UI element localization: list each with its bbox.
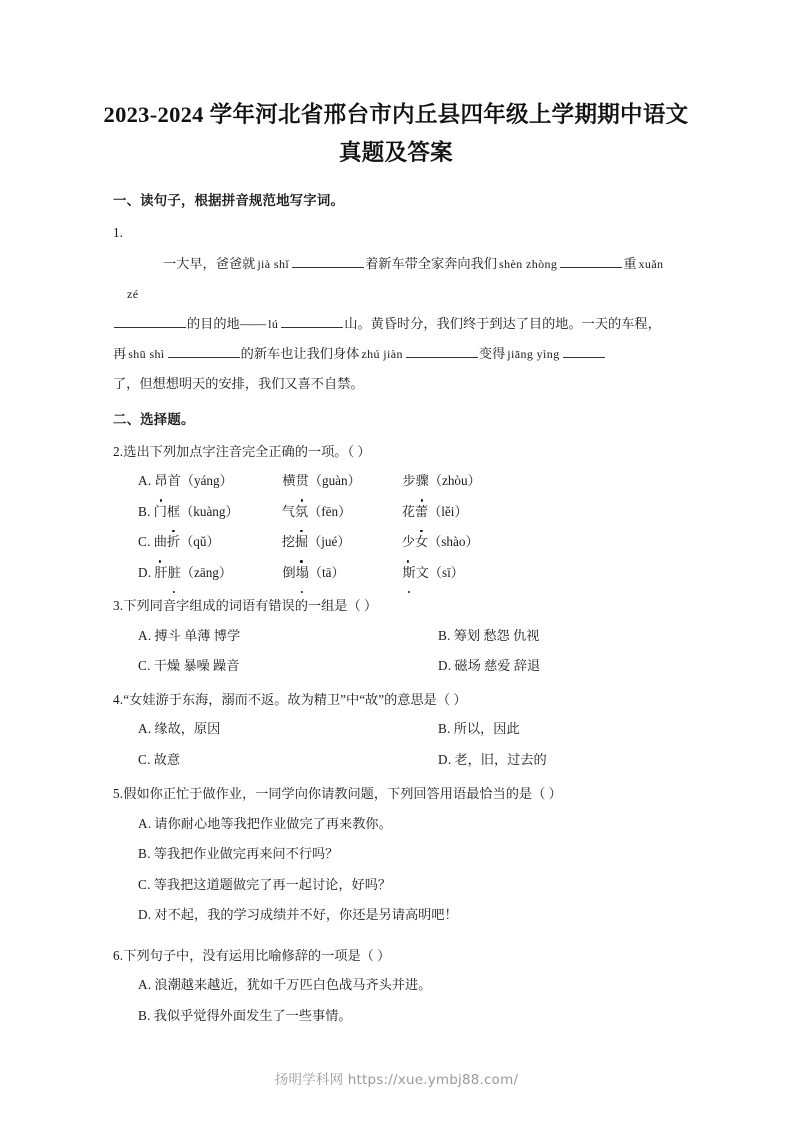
- question-3-stem: [113, 591, 683, 621]
- option-letter: D.: [438, 751, 452, 767]
- question-2-stem: [113, 437, 683, 467]
- q1-blank-7[interactable]: [563, 344, 605, 358]
- option-pre: 挖: [281, 534, 295, 549]
- option-post: （zāng）: [180, 564, 233, 580]
- option-text: 请你耐心地等我把作业做完了再来教你。: [154, 815, 392, 831]
- option-text: 干燥 暴噪 躁音: [153, 658, 240, 673]
- option-post: （zhòu）: [428, 473, 481, 488]
- q1-text-e: 山。黄昏时分，我们终于到达了目的地。一天的车程，: [344, 315, 661, 331]
- option-letter: B.: [138, 1007, 151, 1023]
- question-4-stem: [113, 685, 683, 715]
- q1-blank-6[interactable]: [406, 344, 478, 358]
- option-row-pair: [113, 621, 683, 652]
- option-item: [154, 497, 282, 528]
- option-a[interactable]: [113, 809, 683, 840]
- option-letter: B.: [138, 846, 151, 861]
- question-1-line-5: 了，但想想明天的安排，我们又喜不自禁。: [113, 375, 364, 391]
- option-c[interactable]: [113, 651, 438, 682]
- q1-pinyin-shushi: shū shì: [128, 346, 165, 361]
- option-d[interactable]: [113, 900, 683, 931]
- option-a[interactable]: [113, 621, 438, 652]
- option-row-pair: [113, 714, 683, 745]
- option-text: 浪潮越来越近，犹如千万匹白色战马齐头并进。: [154, 977, 432, 992]
- option-item: [282, 527, 402, 558]
- option-row-pair: [113, 745, 683, 776]
- q1-pinyin-lu: lú: [268, 316, 279, 331]
- question-6-number: 6.: [113, 947, 124, 963]
- question-1-number: 1.: [113, 225, 123, 240]
- q1-text-b: 着新车带全家奔向我们: [365, 255, 497, 271]
- option-post: 折（qǔ）: [166, 534, 220, 549]
- question-5-text: 假如你正忙于做作业，一同学向你请教问题，下列回答用语最恰当的是（ ）: [123, 786, 562, 801]
- q1-text-g: 的新车也让我们身体: [240, 345, 360, 361]
- option-item: [402, 497, 468, 528]
- option-d[interactable]: [438, 745, 547, 776]
- question-1-body: [113, 249, 683, 399]
- option-row[interactable]: [113, 497, 683, 528]
- question-6-text: 下列句子中，没有运用比喻修辞的一项是（ ）: [123, 947, 391, 963]
- question-5-options: [113, 809, 683, 931]
- q1-blank-1[interactable]: [292, 254, 364, 268]
- q1-blank-4[interactable]: [281, 314, 343, 328]
- option-item: [282, 466, 402, 497]
- option-pre: 倒: [282, 564, 296, 580]
- q1-text-f: 再: [113, 345, 127, 361]
- option-text: 所以，因此: [453, 721, 520, 736]
- question-5-stem: [113, 779, 683, 809]
- dotted-char: 贯: [296, 466, 309, 497]
- option-b[interactable]: [113, 839, 683, 870]
- option-c[interactable]: [113, 870, 683, 901]
- question-4-options: [113, 714, 683, 775]
- option-letter: A.: [138, 721, 152, 736]
- option-letter: D.: [138, 564, 152, 580]
- option-item: [402, 466, 480, 497]
- option-text: 对不起，我的学习成绩并不好，你还是另请高明吧！: [154, 907, 458, 922]
- option-row[interactable]: [113, 527, 683, 558]
- option-letter: D.: [438, 658, 452, 673]
- dotted-char: 斯: [402, 558, 415, 589]
- question-2-number: 2.: [113, 443, 124, 459]
- question-4-number: 4.: [113, 691, 124, 707]
- title-line-2: 真题及答案: [338, 140, 453, 165]
- q1-pinyin-jiangying: jiāng yìng: [507, 346, 560, 361]
- option-letter: A.: [138, 473, 152, 488]
- dotted-char: 骤: [416, 466, 429, 497]
- option-letter: B.: [438, 721, 451, 736]
- q1-pinyin-jiashi: jià shǐ: [257, 256, 290, 271]
- option-post: 首（yáng）: [167, 473, 233, 488]
- question-1-line-1: [113, 249, 683, 279]
- question-1-line-3: [113, 309, 683, 339]
- q1-pinyin-xuan: xuǎn: [638, 256, 664, 271]
- option-pre: 门: [153, 503, 167, 519]
- dotted-char: 昂: [154, 466, 167, 497]
- option-a[interactable]: [113, 970, 683, 1001]
- option-letter: C.: [138, 658, 151, 673]
- dotted-char: 掘: [295, 527, 308, 558]
- option-text: 筹划 愁怨 仇视: [453, 627, 540, 643]
- dotted-char: 框: [167, 497, 180, 528]
- document-body: [113, 186, 683, 1031]
- option-text: 搏斗 单薄 博学: [154, 627, 241, 643]
- option-pre: 步: [402, 473, 416, 488]
- question-3-text: 下列同音字组成的词语有错误的一组是（ ）: [123, 598, 378, 613]
- option-item: [402, 558, 464, 589]
- option-post: （fēn）: [308, 503, 352, 519]
- option-text: 等我把这道题做完了再一起讨论，好吗？: [153, 876, 392, 892]
- question-2-text: 选出下列加点字注音完全正确的一项。（ ）: [123, 443, 371, 459]
- dotted-char: 塌: [296, 558, 309, 589]
- question-3-options: [113, 621, 683, 682]
- q1-pinyin-zhujian: zhú jiàn: [361, 346, 403, 361]
- option-post: （guàn）: [308, 473, 361, 488]
- question-3-number: 3.: [113, 598, 124, 613]
- title-line-1: 2023-2024 学年河北省邢台市内丘县四年级上学期期中语文: [103, 102, 689, 127]
- option-pre: 花: [401, 503, 415, 519]
- option-pre: 肝: [154, 564, 168, 580]
- option-item: [282, 558, 402, 589]
- option-a[interactable]: [113, 714, 438, 745]
- option-letter: C.: [138, 876, 151, 892]
- dotted-char: 蕾: [415, 497, 428, 528]
- question-5-number: 5.: [113, 786, 124, 801]
- option-text: 老，旧，过去的: [454, 751, 547, 767]
- q1-text-a: 一大早，爸爸就: [163, 255, 256, 271]
- q1-text-c: 重: [623, 255, 637, 271]
- option-row[interactable]: [113, 466, 683, 497]
- option-item: [154, 466, 282, 497]
- q1-text-h: 变得: [478, 345, 506, 361]
- q1-pinyin-ze: zé: [127, 286, 139, 301]
- option-text: 故意: [153, 751, 181, 767]
- question-1-line-4: [113, 339, 683, 369]
- dotted-char: 氛: [295, 497, 308, 528]
- option-letter: A.: [138, 815, 152, 831]
- option-text: 磁场 慈爱 辞退: [454, 658, 541, 673]
- option-pre: 横: [282, 473, 296, 488]
- page-title: [96, 96, 696, 172]
- q1-text-d: 的目的地——: [187, 315, 267, 331]
- option-b[interactable]: [438, 714, 520, 745]
- option-letter: B.: [438, 627, 451, 643]
- option-b[interactable]: [438, 621, 539, 652]
- option-text: 等我把作业做完再来问不行吗？: [153, 846, 339, 861]
- option-item: [154, 558, 282, 589]
- section-heading-1: 一、读句子，根据拼音规范地写字词。: [113, 193, 345, 208]
- option-item: [282, 497, 402, 528]
- option-post: 女（shào）: [414, 534, 479, 549]
- section-heading-2: 二、选择题。: [113, 411, 195, 427]
- option-post: （tā）: [308, 564, 345, 580]
- q1-blank-3[interactable]: [114, 314, 186, 328]
- option-letter: A.: [138, 627, 152, 643]
- footer-watermark: 扬明学科网 https://xue.ymbj88.com/: [274, 1072, 519, 1088]
- question-6-stem: [113, 941, 683, 971]
- option-letter: C.: [138, 751, 151, 767]
- question-6-options: [113, 970, 683, 1031]
- option-c[interactable]: [113, 745, 438, 776]
- option-row-pair: [113, 651, 683, 682]
- option-row[interactable]: [113, 558, 683, 589]
- option-text: 我似乎觉得外面发生了一些事情。: [153, 1007, 352, 1023]
- question-2-options: [113, 466, 683, 588]
- option-d[interactable]: [438, 651, 540, 682]
- option-letter: D.: [138, 907, 152, 922]
- q1-blank-2[interactable]: [560, 254, 622, 268]
- question-1-line-2: [113, 279, 683, 309]
- q1-blank-5[interactable]: [168, 344, 240, 358]
- option-post: （kuàng）: [180, 503, 239, 519]
- option-b[interactable]: [113, 1001, 683, 1032]
- option-item: [402, 527, 479, 558]
- dotted-char: 曲: [154, 527, 167, 558]
- option-post: （lěi）: [428, 503, 468, 519]
- option-letter: B.: [138, 503, 151, 519]
- option-letter: C.: [138, 534, 151, 549]
- q1-pinyin-shenzhong: shèn zhòng: [499, 256, 558, 271]
- option-letter: A.: [138, 977, 152, 992]
- option-post: （jué）: [308, 534, 351, 549]
- option-post: 文（sī）: [415, 564, 464, 580]
- question-4-text: “女娃游于东海，溺而不返。故为精卫”中“故”的意思是（ ）: [123, 691, 467, 707]
- option-pre: 气: [281, 503, 295, 519]
- option-text: 缘故，原因: [154, 721, 221, 736]
- dotted-char: 少: [402, 527, 415, 558]
- dotted-char: 脏: [168, 558, 181, 589]
